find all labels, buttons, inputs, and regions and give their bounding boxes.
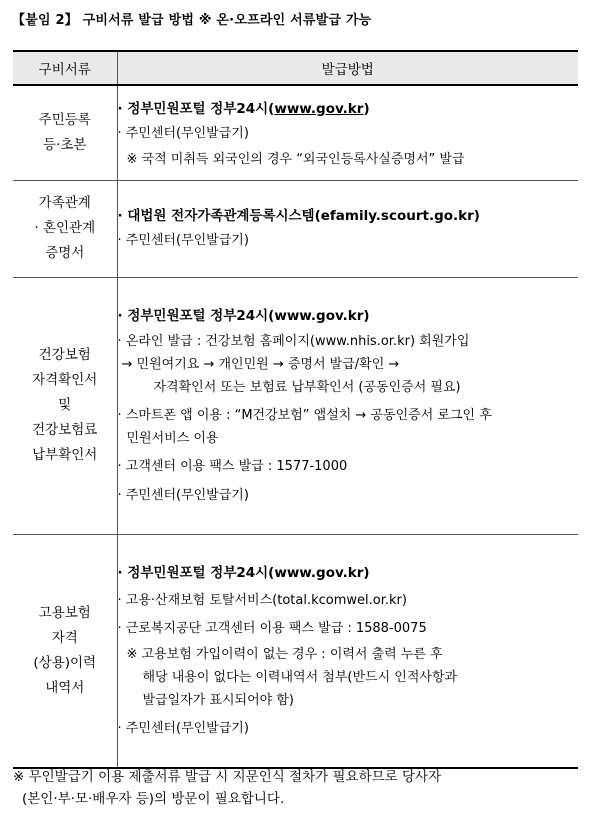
table-row <box>13 277 578 534</box>
method-online: · 정부민원포털 정부24시(www.gov.kr) <box>117 307 370 324</box>
doc-name-line: · 혼인관계 <box>34 220 96 236</box>
gov24-link[interactable]: www.gov.kr <box>274 100 364 117</box>
method-center <box>118 123 579 145</box>
doc-name-line: (상용)이력 <box>33 654 97 671</box>
footnote-line: ※ 무인발급기 이용 제출서류 발급 시 지문인식 절차가 필요하므로 당사자 <box>13 769 442 785</box>
doc-name-line: 가족관계 <box>38 195 91 211</box>
header-method: 발급방법 <box>117 51 578 85</box>
doc-name-line: 자격 <box>51 629 78 646</box>
method-online: · 대법원 전자가족관계등록시스템(efamily.scourt.go.kr) <box>117 208 480 224</box>
method-total: · 고용·산재보험 토탈서비스(total.kcomwel.or.kr) <box>117 592 407 608</box>
doc-name-line: 내역서 <box>45 679 85 696</box>
method-center: · 주민센터(무인발급기) <box>117 720 249 736</box>
method-cell <box>117 85 578 180</box>
method-nhis-line: · 온라인 발급 : 건강보험 홈페이지(www.nhis.or.kr) 회원가입 <box>117 333 470 349</box>
method-center-text: · 주민센터(무인발급기) <box>117 125 249 141</box>
method-online: · 정부민원포털 정부24시(www.gov.kr) <box>117 564 370 581</box>
table-row <box>13 180 578 277</box>
method-online-suffix: ) <box>363 100 370 117</box>
doc-name-cell <box>13 180 117 277</box>
method-note-line: 발급일자가 표시되어야 함) <box>142 692 294 708</box>
method-nhis-line: → 민원여기요 → 개인민원 → 증명서 발급/확인 → <box>121 356 400 372</box>
doc-name-cell <box>13 85 117 180</box>
method-cell <box>117 180 578 277</box>
method-app-line: · 스마트폰 앱 이용 : “M건강보험” 앱설치 → 공동인증서 로그인 후 <box>117 407 492 423</box>
doc-name-line: 등·초본 <box>43 136 87 153</box>
table-header-row <box>13 51 578 85</box>
header-documents: 구비서류 <box>13 51 117 85</box>
doc-name-line: 증명서 <box>45 245 85 261</box>
method-online-prefix: · 정부민원포털 정부24시( <box>117 100 275 117</box>
method-cell <box>117 277 578 534</box>
method-online <box>118 98 579 120</box>
doc-name-line: 및 <box>58 397 72 413</box>
method-app-line: 민원서비스 이용 <box>126 430 219 446</box>
method-fax: · 근로복지공단 고객센터 이용 팩스 발급 : 1588-0075 <box>117 620 427 636</box>
method-center: · 주민센터(무인발급기) <box>117 233 249 248</box>
method-center: · 주민센터(무인발급기) <box>117 487 249 503</box>
documents-table <box>13 50 578 769</box>
footnote <box>13 766 441 810</box>
doc-name-line: 건강보험 <box>38 347 91 363</box>
method-note-line: ※ 고용보험 가입이력이 없는 경우 : 이력서 출력 누른 후 <box>126 646 443 662</box>
table-row <box>13 85 578 180</box>
doc-name-line: 고용보험 <box>38 604 91 621</box>
method-cell <box>117 534 578 768</box>
doc-name-line: 납부확인서 <box>32 447 98 463</box>
doc-name-line: 건강보험료 <box>32 422 98 438</box>
doc-name-line: 주민등록 <box>38 111 91 128</box>
table-row <box>13 534 578 768</box>
method-note: ※ 국적 미취득 외국인의 경우 “외국인등록사실증명서” 발급 <box>126 151 465 167</box>
footnote-line: (본인·부·모·배우자 등)의 방문이 필요합니다. <box>22 791 285 807</box>
method-fax: · 고객센터 이용 팩스 발급 : 1577-1000 <box>117 458 348 474</box>
method-note-line: 해당 내용이 없다는 이력내역서 첨부(반드시 인적사항과 <box>142 669 458 685</box>
method-nhis-line: 자격확인서 또는 보험료 납부확인서 (공동인증서 필요) <box>153 379 461 395</box>
doc-name-cell <box>13 277 117 534</box>
page-title: 【붙임 2】 구비서류 발급 방법 ※ 온·오프라인 서류발급 가능 <box>12 13 372 28</box>
doc-name-cell <box>13 534 117 768</box>
doc-name-line: 자격확인서 <box>32 372 98 388</box>
